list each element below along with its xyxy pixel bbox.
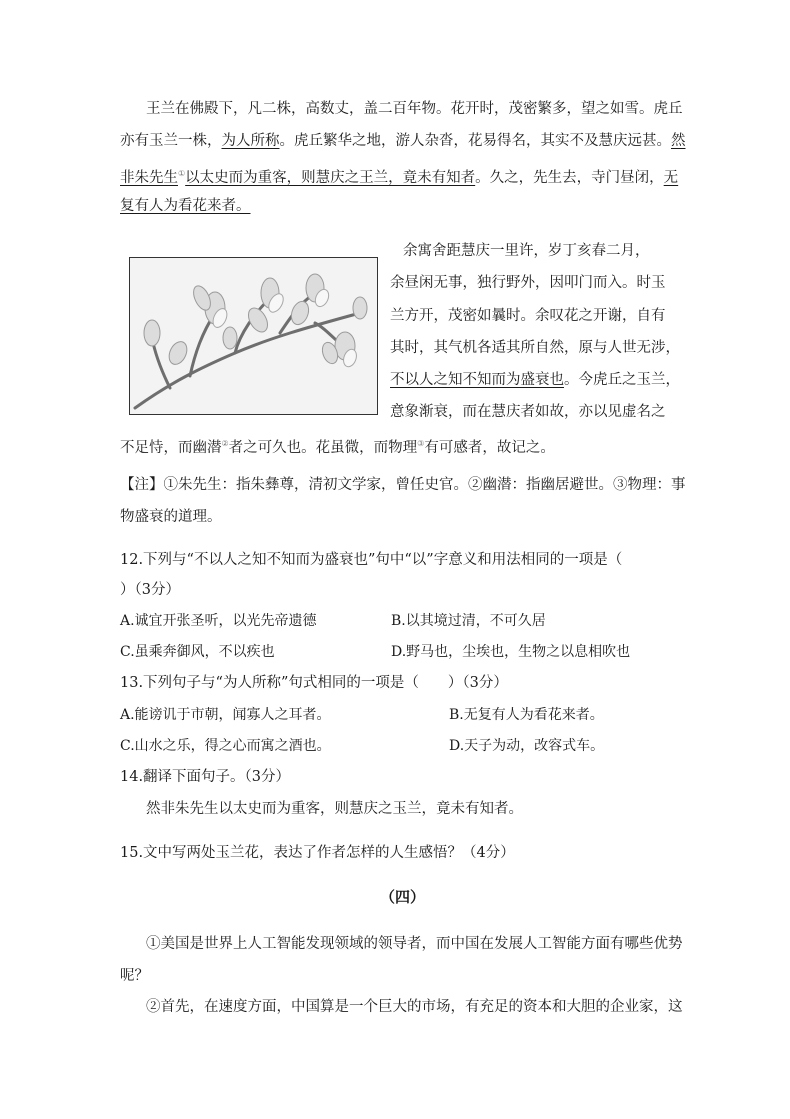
text: B.以其境过清，不可久居 xyxy=(391,613,546,629)
text: 。今虎丘之玉兰， xyxy=(564,372,680,388)
question-12-stem xyxy=(120,580,180,600)
text: ①美国是世界上人工智能发现领域的领导者，而中国在发展人工智能方面有哪些优势 xyxy=(146,936,683,952)
passage-line xyxy=(390,402,666,422)
footnote-marker: ② xyxy=(221,439,229,448)
passage-line xyxy=(120,131,686,151)
text: 不足恃，而幽潜 xyxy=(120,439,222,456)
passage-line xyxy=(390,370,680,390)
text: ）（3分） xyxy=(120,582,180,598)
magnolia-branch-illustration xyxy=(130,258,377,414)
text: 呢？ xyxy=(120,968,149,984)
text: 12.下列与“不以人之知不知而为盛衰也”句中“以”字意义和用法相同的一项是（ xyxy=(120,552,623,568)
annotation-note xyxy=(120,507,222,527)
passage-line xyxy=(390,338,680,358)
magnolia-painting-image xyxy=(129,257,378,415)
underlined-text: 无 xyxy=(663,169,679,186)
text: 亦有玉兰一株， xyxy=(120,133,222,149)
question-13-stem xyxy=(120,673,508,693)
footnote-marker: ① xyxy=(178,169,186,178)
text: 然非朱先生以太史而为重客，则慧庆之玉兰，竟未有知者。 xyxy=(146,801,523,817)
text: A.能谤讥于市朝，闻寡人之耳者。 xyxy=(120,707,331,723)
option-b xyxy=(391,611,546,631)
option-b xyxy=(449,705,604,725)
underlined-text: 不以人之知不知而为盛衰也 xyxy=(390,372,564,388)
text: 意象渐衰，而在慧庆者如故，亦以见虚名之 xyxy=(390,404,666,420)
text: D.天子为动，改容式车。 xyxy=(449,738,605,754)
text: 者之可久也。花虽微，而物理 xyxy=(228,439,418,456)
section4-line xyxy=(146,997,683,1017)
text: ②首先，在速度方面，中国算是一个巨大的市场，有充足的资本和大胆的企业家，这 xyxy=(146,999,683,1015)
text: 物盛衰的道理。 xyxy=(120,509,222,525)
text: A.诚宜开张圣听，以光先帝遗德 xyxy=(120,613,317,629)
underlined-text: 为人所称 xyxy=(221,133,280,149)
footnote-marker: ③ xyxy=(417,439,425,448)
text: B.无复有人为看花来者。 xyxy=(449,707,604,723)
annotation-note xyxy=(120,475,686,495)
option-d xyxy=(449,736,604,756)
text: 王兰在佛殿下，凡二株，高数丈，盖二百年物。花开时，茂密繁多，望之如雪。虎丘 xyxy=(146,101,683,117)
passage-line xyxy=(146,99,683,119)
text: 14.翻译下面句子。（3分） xyxy=(120,769,291,785)
section-title: （四） xyxy=(380,888,426,906)
underlined-text: 非朱先生 xyxy=(120,169,178,186)
passage-line xyxy=(390,306,666,326)
text: 。虎丘繁华之地，游人杂沓，花易得名，其实不及慧庆远甚。 xyxy=(279,133,671,149)
text: C.虽乘奔御风，不以疾也 xyxy=(120,644,275,660)
text: 兰方开，茂密如曩时。余叹花之开谢，自有 xyxy=(390,308,666,324)
text: 余寓舍距慧庆一里许，岁丁亥春二月， xyxy=(403,243,650,259)
underlined-text: 以太史而为重客，则慧庆之王兰，竟未有知者 xyxy=(185,169,476,186)
passage-line xyxy=(120,164,678,188)
section4-line xyxy=(146,934,683,954)
option-a xyxy=(120,611,317,631)
text: 余昼闲无事，独行野外，因叩门而入。时玉 xyxy=(390,275,666,291)
text: 。久之，先生去，寺门昼闭， xyxy=(475,169,664,186)
question-15-stem xyxy=(120,843,515,863)
option-c xyxy=(120,642,275,662)
question-14-stem xyxy=(120,767,290,787)
passage-line xyxy=(390,273,666,293)
text: D.野马也，尘埃也，生物之以息相吹也 xyxy=(391,644,631,660)
question-12-stem xyxy=(120,550,622,570)
passage-line xyxy=(120,434,555,458)
question-14-sentence xyxy=(146,799,523,819)
text: 15.文中写两处玉兰花，表达了作者怎样的人生感悟？（4分） xyxy=(120,845,515,861)
option-c xyxy=(120,736,331,756)
text: 13.下列句子与“为人所称”句式相同的一项是（ ）（3分） xyxy=(120,675,508,691)
text: C.山水之乐，得之心而寓之酒也。 xyxy=(120,738,331,754)
section4-line xyxy=(120,966,149,986)
text: 【注】①朱先生：指朱彝尊，清初文学家，曾任史官。②幽潜：指幽居避世。③物理：事 xyxy=(120,477,686,493)
text: 有可感者，故记之。 xyxy=(424,439,555,456)
text: 其时，其气机各适其所自然，原与人世无涉， xyxy=(390,340,680,356)
passage-line xyxy=(403,241,650,261)
underlined-text: 复有人为看花来者。 xyxy=(120,198,251,214)
underlined-text: 然 xyxy=(671,133,686,149)
passage-line xyxy=(120,196,251,216)
option-a xyxy=(120,705,331,725)
option-d xyxy=(391,642,630,662)
